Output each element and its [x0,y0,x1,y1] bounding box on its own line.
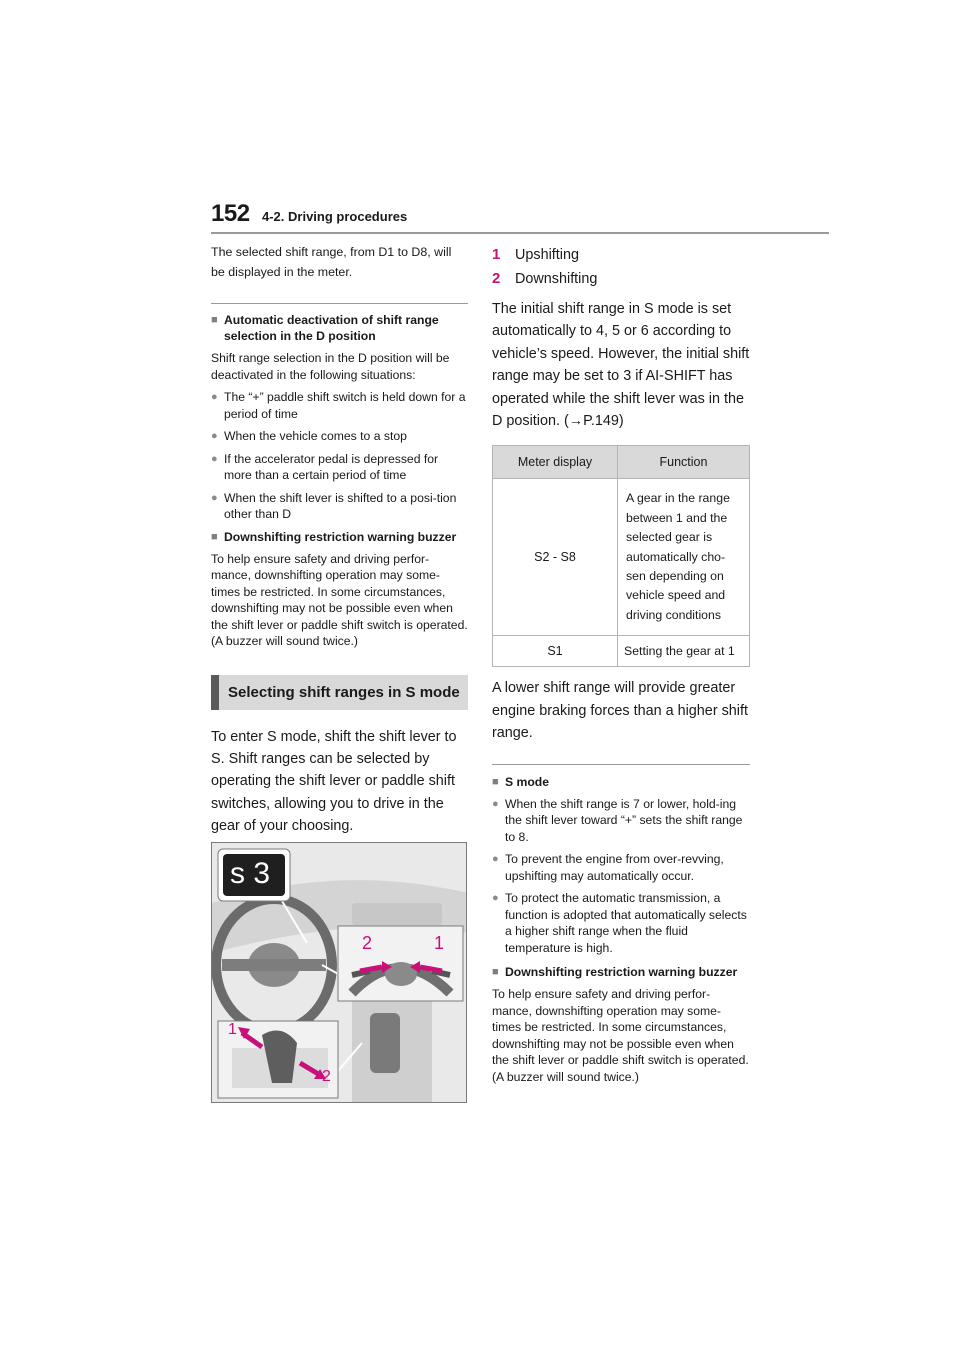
circle-bullet-icon: ● [492,853,499,865]
list-item: ● When the shift lever is shifted to a posi-tion other than D [211,490,457,521]
meter-table [492,445,750,667]
table-header: Function [618,446,750,479]
square-bullet-icon: ■ [492,775,499,788]
table-cell: A gear in the range between 1 and the selected gear is automatically cho-sen depending on vehicle speed and driving conditions [618,479,750,636]
circle-bullet-icon: ● [211,491,218,504]
circle-bullet-icon: ● [211,430,218,442]
initial-range-text: The initial shift range in S mode is set automatically to 4, 5 or 6 according to vehicle’s speed. However, the initial shift range may be set to 3 if AI-SHIFT has operated while the shift lever was in the D position. (→P.149) [492,301,750,430]
meter-display-text: s 3 [230,857,271,890]
lower-range-text: A lower shift range will provide greater engine braking forces than a higher shift range. [492,680,748,742]
left-column [211,243,468,838]
s-mode-intro-text: To enter S mode, shift the shift lever to S. Shift ranges can be selected by operating the shift lever or paddle shift switches, allowing you to drive in the gear of your choosing. [211,728,457,835]
section-banner: Selecting shift ranges in S mode [211,675,468,710]
circle-bullet-icon: ● [211,391,218,403]
header-rule [211,232,829,234]
circle-bullet-icon: ● [492,797,499,810]
table-cell: S2 - S8 [493,479,618,636]
square-bullet-icon: ■ [492,966,499,978]
list-item: 2 Downshifting [492,270,598,287]
circle-bullet-icon: ● [211,452,218,465]
list-item: ● When the vehicle comes to a stop [211,429,407,443]
downshift-warning-text: To help ensure safety and driving perfor-mance, downshifting operation may some-times be restricted. In some circumstances, downshifting may not be possible even when the shift lever or paddle shift switch is operated. (A buzzer will sound twice.) [211,551,468,648]
circle-bullet-icon: ● [492,892,499,904]
paddle-label-2: 2 [362,933,373,953]
square-bullet-icon: ■ [211,314,218,326]
list-item: 1 Upshifting [492,246,579,263]
table-row [493,636,750,667]
list-item: ● If the accelerator pedal is depressed for more than a certain period of time [211,451,439,482]
list-item: ● To prevent the engine from over-revving, upshifting may automatically occur. [492,852,724,883]
divider [492,764,750,765]
section-title: 4-2. Driving procedures [262,209,408,224]
square-bullet-icon: ■ [211,530,218,543]
s-mode-heading: ■ S mode [492,774,550,789]
list-item: ● The “+” paddle shift switch is held down for a period of time [211,390,466,421]
list-item: ● When the shift range is 7 or lower, hold-ing the shift lever toward “+” sets the shift range to 8. [492,796,743,844]
lever-label-2: 2 [322,1068,331,1085]
paddle-label-1: 1 [434,933,445,953]
downshift-warning-heading: ■ Downshifting restriction warning buzzer [211,529,457,544]
shift-illustration [211,842,467,1103]
table-row [493,479,750,636]
divider [211,303,468,304]
table-header: Meter display [493,446,618,479]
auto-deactivation-heading: ■ Automatic deactivation of shift range selection in the D position [211,313,439,343]
table-cell: S1 [493,636,618,667]
table-cell: Setting the gear at 1 [618,636,750,667]
page-number: 152 [211,200,250,227]
auto-deactivation-text: Shift range selection in the D position will be deactivated in the following situations: [211,351,450,382]
downshift-warning-heading-right: ■ Downshifting restriction warning buzzer [492,965,738,979]
lever-label-1: 1 [228,1021,237,1038]
list-item: ● To protect the automatic transmission, a function is adopted that automatically selects a higher shift range when the fluid temperature is high. [492,891,747,955]
right-column [492,243,750,1085]
downshift-warning-text-right: To help ensure safety and driving perfor-mance, downshifting operation may some-times be restricted. In some circumstances, downshifting may not be possible even when the shift lever or paddle shift switch is operated. (A buzzer will sound twice.) [492,987,749,1084]
intro-text: The selected shift range, from D1 to D8, will be displayed in the meter. [211,245,452,279]
